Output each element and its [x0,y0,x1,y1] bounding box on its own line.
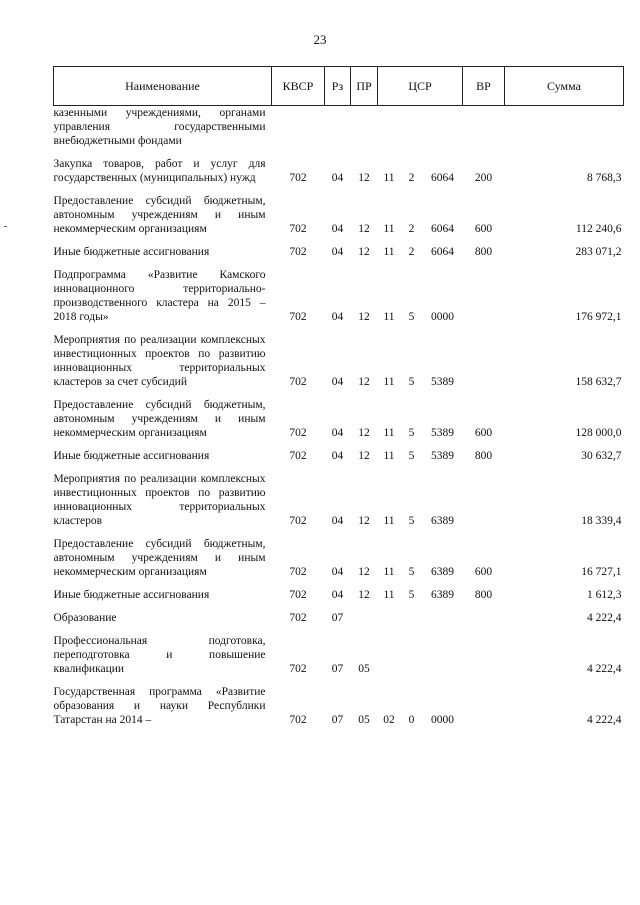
row-rz: 04 [331,427,344,439]
row-csr-subprogram: 2 [408,172,415,184]
row-vr: 800 [474,589,493,601]
row-vr: 800 [474,450,493,462]
table-row [54,324,624,389]
row-kvsr: 702 [289,589,307,601]
row-rz [325,106,351,149]
row-rz: 07 [331,612,344,624]
row-csr-program: 11 [383,450,395,462]
row-csr-program: 11 [383,311,395,323]
row-name: Предоставление субсидий бюджетным, автономным учреждениям и иным некоммерческим организациям [53,399,266,439]
row-csr-program: 11 [383,427,395,439]
row-kvsr: 702 [289,427,307,439]
table-row [54,528,624,579]
row-csr-code [423,625,463,676]
table-row [54,463,624,528]
row-csr-subprogram [401,602,423,625]
row-vr: 600 [474,566,493,578]
row-rz: 04 [331,450,344,462]
row-vr [463,324,505,389]
row-sum: 4 222,4 [587,612,622,624]
row-csr-code: 5389 [431,376,454,388]
row-pr [351,106,378,149]
row-vr: 600 [474,427,493,439]
row-csr-code: 5389 [431,427,454,439]
row-name: Иные бюджетные ассигнования [53,450,210,462]
row-kvsr: 702 [289,223,307,235]
table-row [54,625,624,676]
table-row [54,602,624,625]
row-csr-program: 11 [383,566,395,578]
table-row [54,440,624,463]
row-csr-program: 11 [383,246,395,258]
row-vr [463,602,505,625]
row-csr-code [423,106,463,149]
row-kvsr: 702 [289,172,307,184]
row-vr [463,625,505,676]
row-pr: 05 [358,663,370,675]
row-kvsr: 702 [289,311,307,323]
row-name: Иные бюджетные ассигнования [53,589,210,601]
row-rz: 07 [331,714,344,726]
row-sum: 112 240,6 [575,223,622,235]
row-kvsr [272,106,325,149]
row-vr: 600 [474,223,493,235]
table-row [54,236,624,259]
header-csr: ЦСР [378,67,463,106]
row-sum: 128 000,0 [575,427,622,439]
row-sum: 4 222,4 [587,714,622,726]
row-pr: 12 [358,376,370,388]
row-csr-code: 5389 [431,450,454,462]
row-csr-code: 6064 [431,223,454,235]
row-csr-subprogram: 0 [408,714,415,726]
row-kvsr: 702 [289,663,307,675]
row-csr-program: 11 [383,172,395,184]
row-csr-subprogram [401,625,423,676]
row-kvsr: 702 [289,246,307,258]
row-vr: 200 [474,172,493,184]
row-csr-subprogram: 5 [408,515,415,527]
row-csr-program [378,602,401,625]
row-csr-code: 6064 [431,246,454,258]
row-pr [351,602,378,625]
table-row [54,579,624,602]
row-name: Иные бюджетные ассигнования [53,246,210,258]
row-csr-subprogram: 2 [408,223,415,235]
row-name: Подпрограмма «Развитие Камского инновационного территориально-производственного кластера на 2015 – 2018 годы» [53,269,266,323]
row-vr [463,676,505,727]
row-sum: 16 727,1 [581,566,622,578]
table-row [54,259,624,324]
row-name: Профессиональная подготовка, переподготовка и повышение квалификации [53,635,266,675]
row-sum: 4 222,4 [587,663,622,675]
row-rz: 04 [331,589,344,601]
row-name: Предоставление субсидий бюджетным, автономным учреждениям и иным некоммерческим организациям [53,538,266,578]
row-rz: 04 [331,311,344,323]
row-csr-subprogram: 5 [408,376,415,388]
row-sum: 1 612,3 [587,589,622,601]
table-header [54,67,624,106]
row-rz: 04 [331,172,344,184]
page-number: 23 [313,32,327,47]
row-kvsr: 702 [289,376,307,388]
header-rz: Рз [325,67,351,106]
header-vr: ВР [463,67,505,106]
row-csr-code: 6389 [431,589,454,601]
row-csr-code: 0000 [431,714,454,726]
row-csr-subprogram: 2 [408,246,415,258]
budget-table [53,66,624,727]
row-name: Предоставление субсидий бюджетным, автономным учреждениям и иным некоммерческим организациям [53,195,266,235]
row-csr-program: 11 [383,376,395,388]
row-pr: 12 [358,450,370,462]
row-csr-code: 6064 [431,172,454,184]
table-row [54,148,624,185]
row-name: Мероприятия по реализации комплексных инвестиционных проектов по развитию инновационных территориальных кластеров за счет субсидий [53,334,266,388]
row-pr: 12 [358,515,370,527]
row-vr [463,259,505,324]
table-row [54,185,624,236]
row-csr-program: 02 [383,714,395,726]
row-vr [463,106,505,149]
row-kvsr: 702 [289,450,307,462]
row-kvsr: 702 [289,566,307,578]
row-name: Закупка товаров, работ и услуг для государственных (муниципальных) нужд [53,158,266,184]
row-vr: 800 [474,246,493,258]
header-kvsr: КВСР [272,67,325,106]
row-pr: 12 [358,311,370,323]
row-csr-program: 11 [383,589,395,601]
row-name: Государственная программа «Развитие образования и науки Республики Татарстан на 2014 – [53,686,266,726]
row-pr: 12 [358,589,370,601]
table-row [54,389,624,440]
row-csr-code [423,602,463,625]
row-pr: 12 [358,172,370,184]
row-name: Образование [53,612,117,624]
row-rz: 04 [331,515,344,527]
row-sum: 283 071,2 [575,246,622,258]
row-kvsr: 702 [289,515,307,527]
row-csr-program: 11 [383,515,395,527]
row-pr: 12 [358,427,370,439]
row-name: казенными учреждениями, органами управления государственными внебюджетными фондами [53,107,266,147]
row-csr-program [378,106,401,149]
row-rz: 04 [331,246,344,258]
row-sum: 176 972,1 [575,311,622,323]
row-csr-program: 11 [383,223,395,235]
row-sum: 30 632,7 [581,450,622,462]
row-sum: 18 339,4 [581,515,622,527]
header-sum: Сумма [505,67,624,106]
row-pr: 12 [358,566,370,578]
margin-mark [4,226,7,227]
row-csr-subprogram [401,106,423,149]
row-csr-code: 6389 [431,515,454,527]
row-csr-subprogram: 5 [408,311,415,323]
row-pr: 05 [358,714,370,726]
row-rz: 07 [331,663,344,675]
row-csr-code: 0000 [431,311,454,323]
row-sum: 8 768,3 [587,172,622,184]
row-sum [505,106,624,149]
row-csr-subprogram: 5 [408,450,415,462]
row-rz: 04 [331,376,344,388]
row-sum: 158 632,7 [575,376,622,388]
row-rz: 04 [331,566,344,578]
row-kvsr: 702 [289,612,307,624]
table-row [54,676,624,727]
row-csr-subprogram: 5 [408,566,415,578]
table-body [54,106,624,728]
header-name: Наименование [54,67,272,106]
row-kvsr: 702 [289,714,307,726]
row-csr-code: 6389 [431,566,454,578]
row-vr [463,463,505,528]
row-name: Мероприятия по реализации комплексных инвестиционных проектов по развитию инновационных территориальных кластеров [53,473,266,527]
row-csr-subprogram: 5 [408,427,415,439]
row-csr-program [378,625,401,676]
table-row [54,106,624,149]
header-pr: ПР [351,67,378,106]
row-pr: 12 [358,246,370,258]
row-csr-subprogram: 5 [408,589,415,601]
row-pr: 12 [358,223,370,235]
row-rz: 04 [331,223,344,235]
